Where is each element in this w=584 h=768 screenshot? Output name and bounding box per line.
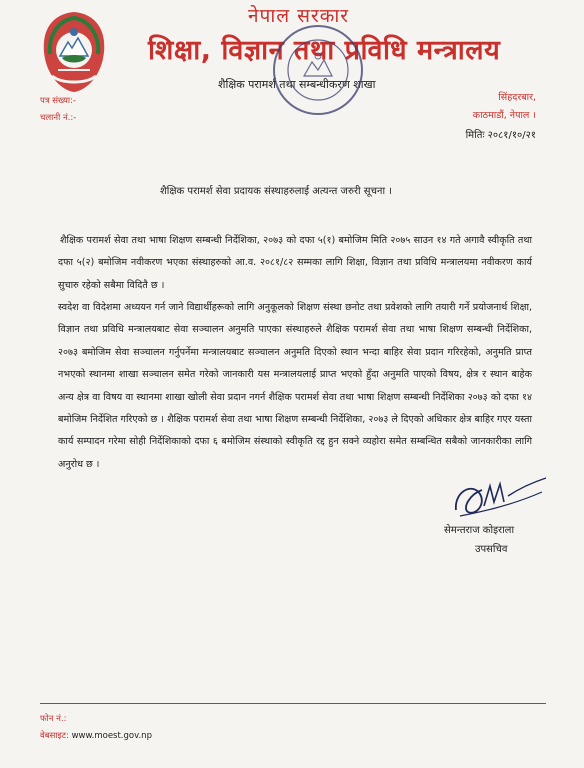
signatory-title: उपसचिव (475, 544, 508, 555)
footer-website (40, 730, 152, 741)
footer-divider (40, 703, 546, 704)
letter-reference-number-label: पत्र संख्या:- (40, 96, 77, 106)
ministry-seal-stamp-icon (270, 22, 366, 118)
ministry-name: शिक्षा, विज्ञान तथा प्रविधि मन्त्रालय (148, 35, 501, 66)
dispatch-number-label: चलानी नं.:- (40, 113, 77, 123)
signatory-name: सेमन्तराज कोइराला (444, 525, 515, 536)
handwritten-signature (450, 472, 550, 522)
letter-date: मितिः २०८१/१०/२१ (465, 130, 536, 141)
phone-label: फोन नं.: (40, 714, 67, 724)
government-name: नेपाल सरकार (248, 5, 350, 27)
body-paragraph-2: स्वदेश वा विदेशमा अध्ययन गर्न जाने विद्यार्थीहरूको लागि अनुकूलको शिक्षण संस्था छनोट तथा प्रवेशको लागि तयारी गर्ने प्रयोजनार्थ शिक्षा, विज्ञान तथा प्रविधि मन्त्रालयबाट सेवा सञ्चालन अनुमति पाएका संस्थाहरुले शैक्षिक परामर्श सेवा तथा भाषा शिक्षण सम्बन्धी निर्देशिका, २०७३ बमोजिम सेवा सञ्चालन गर्नुपर्नेमा मन्त्रालयबाट सञ्चालन अनुमति दिएको स्थान भन्दा बाहिर सेवा प्रदान गरिरहेको, अनुमति प्राप्त नभएको स्थानमा शाखा सञ्चालन समेत गरेको जानकारी यस मन्त्रालयलाई प्राप्त भएको हुँदा अनुमति पाएको विषय, क्षेत्र र स्थान बाहेक अन्य क्षेत्र वा विषय वा स्थानमा शाखा खोली सेवा प्रदान नगर्न शैक्षिक परामर्श सेवा तथा भाषा शिक्षण सम्बन्धी निर्देशिका २०७३ को दफा १४ बमोजिम निर्देशित गरिएको छ । शैक्षिक परामर्श सेवा तथा भाषा शिक्षण सम्बन्धी निर्देशिका, २०७३ ले दिएको अधिकार क्षेत्र बाहिर गएर यस्ता कार्य सम्पादन गरेमा सोही निर्देशिकाको दफा ६ बमोजिम संस्थाको स्वीकृति रद्द हुन सक्ने व्यहोरा समेत सम्बन्धित सबैको जानकारीका लागि अनुरोध छ । (58, 302, 532, 470)
footer-phone (40, 713, 66, 724)
website-link[interactable]: www.moest.gov.np (71, 731, 152, 741)
website-label: वेबसाइट: (40, 731, 69, 741)
nepal-government-emblem-icon (38, 10, 110, 94)
address-line-2: काठमाडौं, नेपाल । (472, 110, 536, 121)
letter-subject: शैक्षिक परामर्श सेवा प्रदायक संस्थाहरुलाई अत्यन्त जरुरी सूचना । (160, 186, 393, 197)
body-paragraph-1: शैक्षिक परामर्श सेवा तथा भाषा शिक्षण सम्बन्धी निर्देशिका, २०७३ को दफा ५(१) बमोजिम मिति २०७५ साउन १४ गते अगावै स्वीकृति तथा दफा ५(२) बमोजिम नवीकरण भएका संस्थाहरुको आ.व. २०८१/८२ सम्मका लागि शिक्षा, विज्ञान तथा प्रविधि मन्त्रालयमा नवीकरण कार्य सुचारु रहेको सबैमा विदितै छ । (58, 235, 532, 291)
branch-name: शैक्षिक परामर्श तथा सम्बन्धीकरण शाखा (218, 78, 376, 91)
address-line-1: सिंहदरबार, (498, 92, 536, 103)
